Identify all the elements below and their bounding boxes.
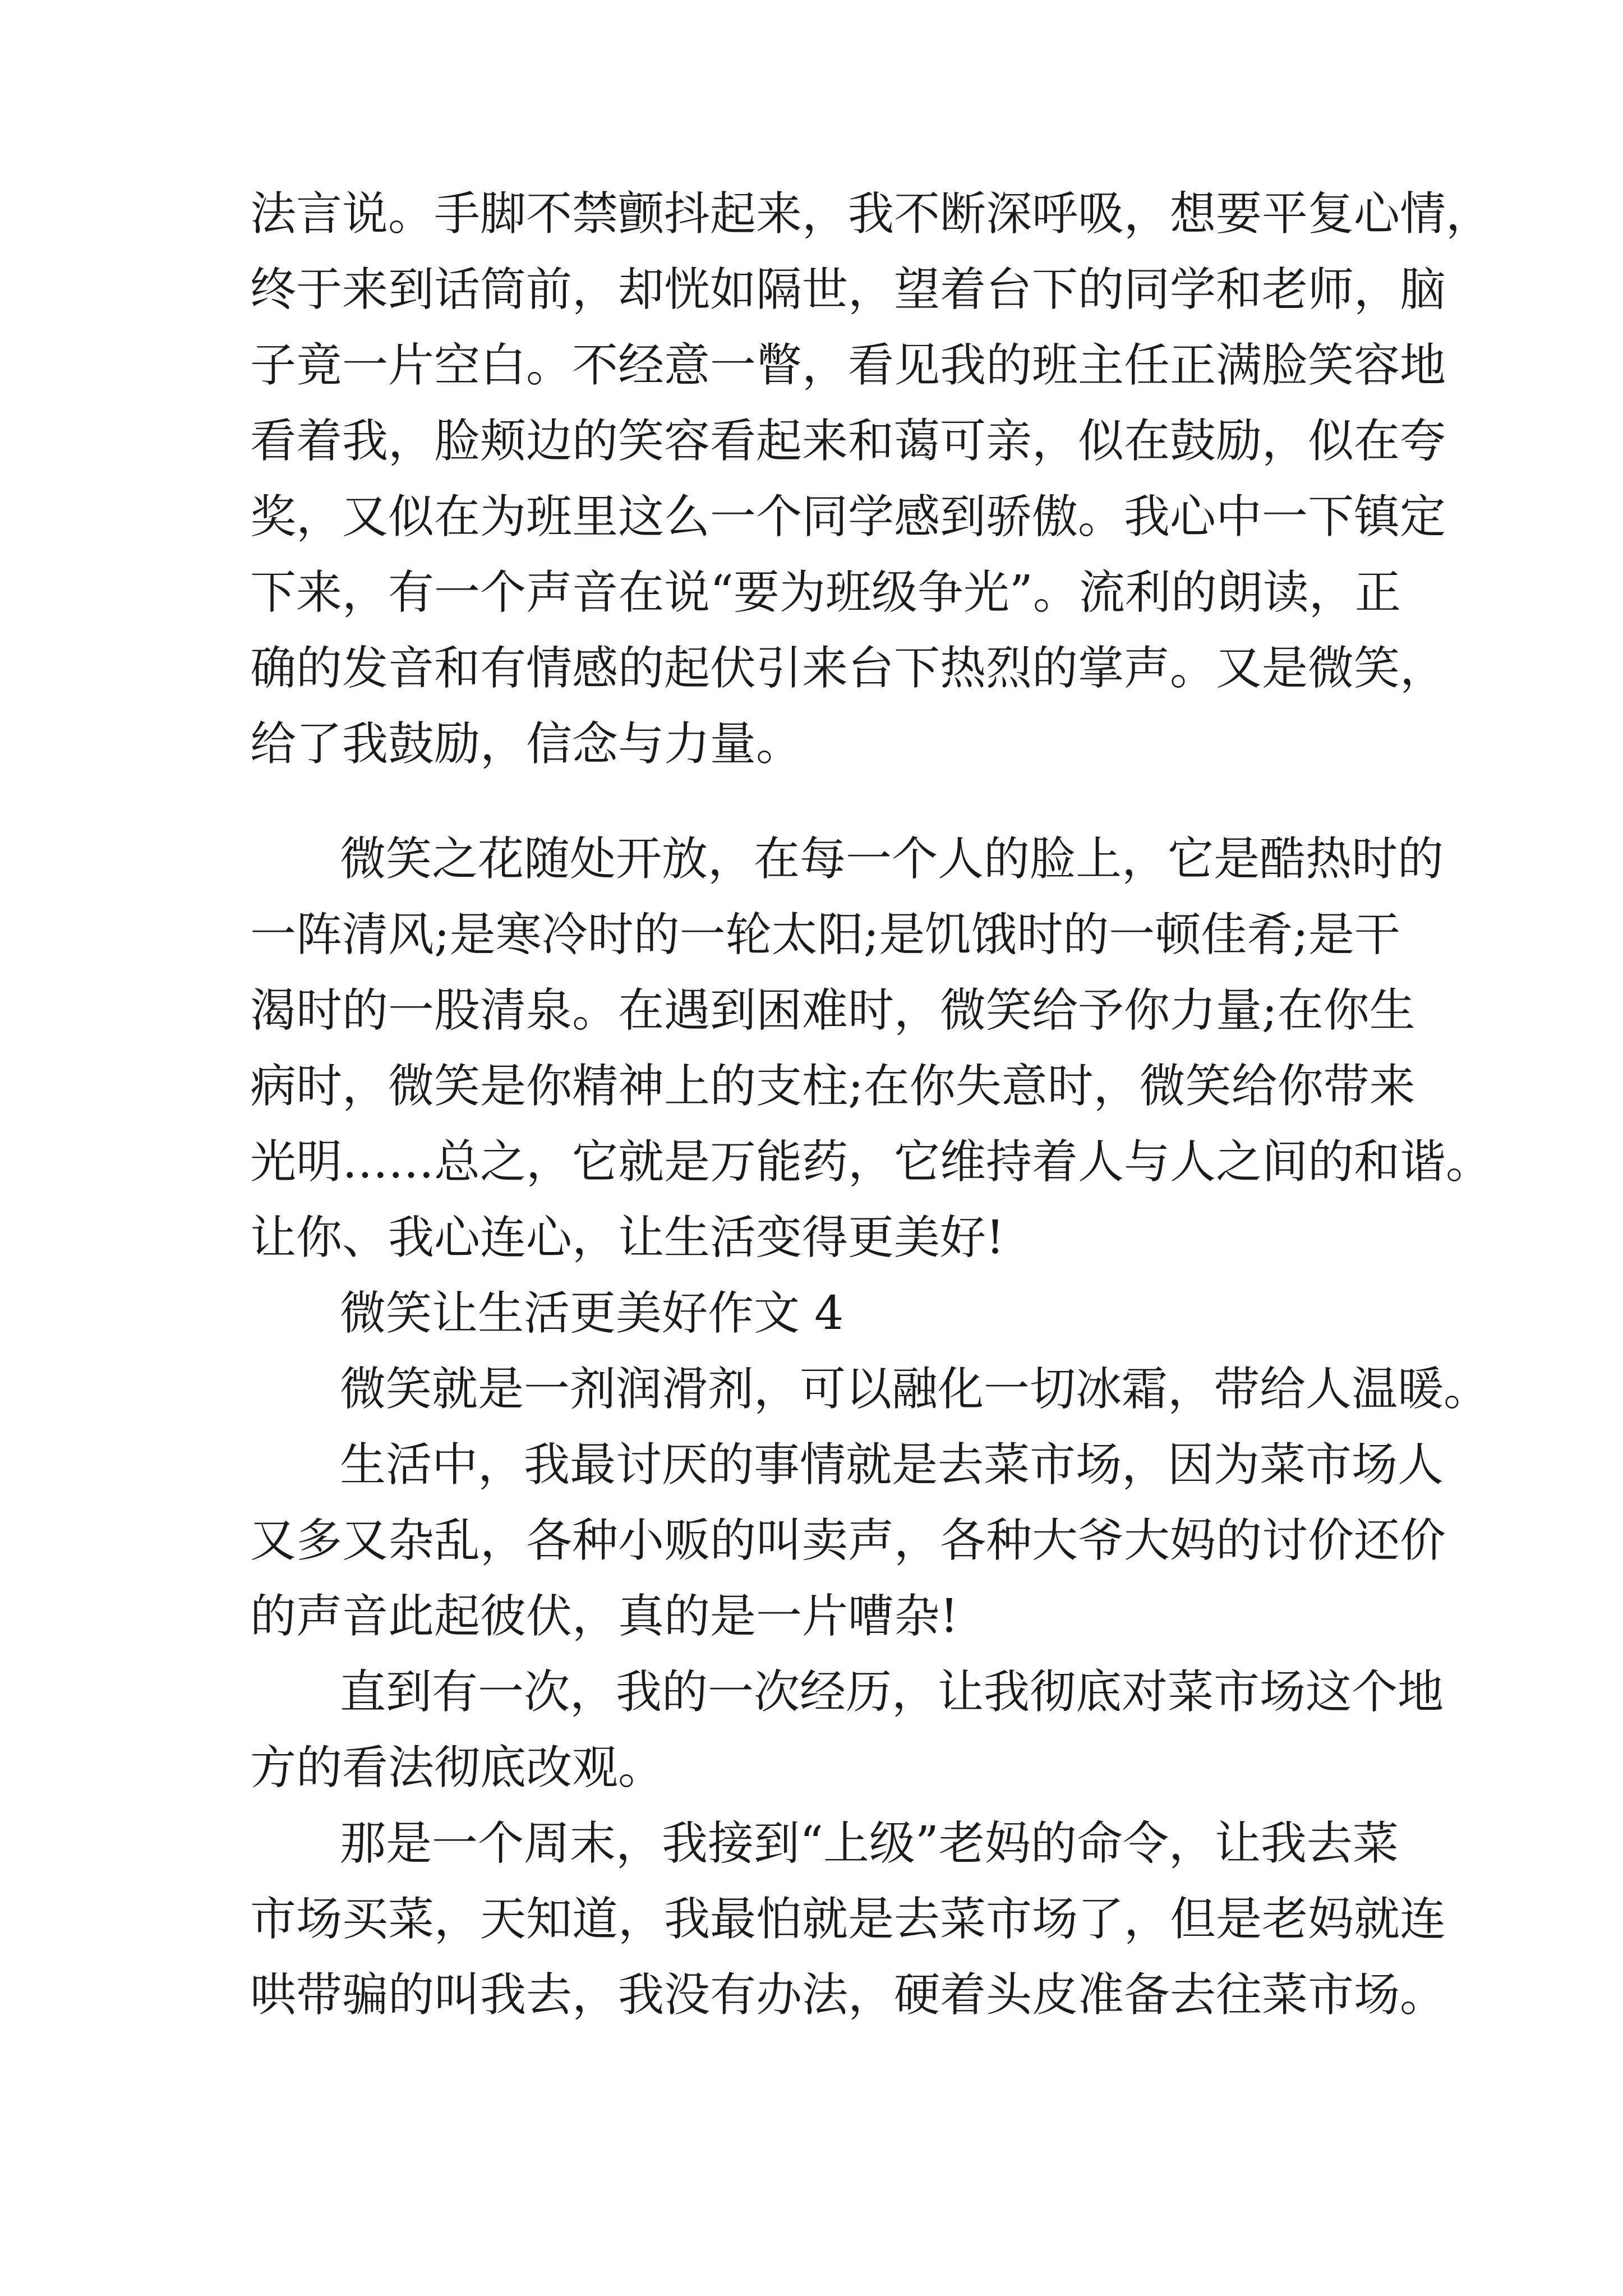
text-line: 市场买菜，天知道，我最怕就是去菜市场了，但是老妈就连 [250, 1893, 1446, 1946]
text-line: 哄带骗的叫我去，我没有办法，硬着头皮准备去往菜市场。 [250, 1968, 1446, 2022]
text-line: 的声音此起彼伏，真的是一片嘈杂! [250, 1590, 958, 1643]
text-line: 微笑就是一剂润滑剂，可以融化一切冰霜，带给人温暖。 [340, 1363, 1490, 1416]
text-line: 微笑之花随处开放，在每一个人的脸上，它是酷热时的 [340, 832, 1444, 886]
text-line: 终于来到话筒前，却恍如隔世，望着台下的同学和老师，脑 [250, 263, 1446, 316]
text-line: 子竟一片空白。不经意一瞥，看见我的班主任正满脸笑容地 [250, 339, 1446, 392]
text-line: 一阵清风;是寒冷时的一轮太阳;是饥饿时的一顿佳肴;是干 [250, 908, 1400, 961]
text-line: 那是一个周末，我接到“上级”老妈的命令，让我去菜 [340, 1817, 1399, 1870]
text-line: 让你、我心连心，让生活变得更美好! [250, 1211, 1004, 1264]
text-line: 直到有一次，我的一次经历，让我彻底对菜市场这个地 [340, 1665, 1444, 1719]
text-line: 法言说。手脚不禁颤抖起来，我不断深呼吸，想要平复心情， [250, 187, 1492, 241]
section-heading: 微笑让生活更美好作文 4 [340, 1287, 844, 1340]
text-line: 给了我鼓励，信念与力量。 [250, 717, 803, 771]
text-line: 生活中，我最讨厌的事情就是去菜市场，因为菜市场人 [340, 1438, 1444, 1492]
text-line: 确的发音和有情感的起伏引来台下热烈的掌声。又是微笑， [250, 642, 1446, 695]
text-line: 光明……总之，它就是万能药，它维持着人与人之间的和谐。 [250, 1135, 1492, 1189]
text-line: 渴时的一股清泉。在遇到困难时，微笑给予你力量;在你生 [250, 984, 1415, 1037]
text-line: 病时，微笑是你精神上的支柱;在你失意时，微笑给你带来 [250, 1060, 1415, 1113]
text-line: 奖，又似在为班里这么一个同学感到骄傲。我心中一下镇定 [250, 490, 1446, 544]
text-line: 方的看法彻底改观。 [250, 1741, 665, 1795]
text-line: 看着我，脸颊边的笑容看起来和蔼可亲，似在鼓励，似在夸 [250, 415, 1446, 468]
text-line: 又多又杂乱，各种小贩的叫卖声，各种大爷大妈的讨价还价 [250, 1514, 1446, 1567]
text-line: 下来，有一个声音在说“要为班级争光”。流利的朗读，正 [250, 566, 1401, 619]
